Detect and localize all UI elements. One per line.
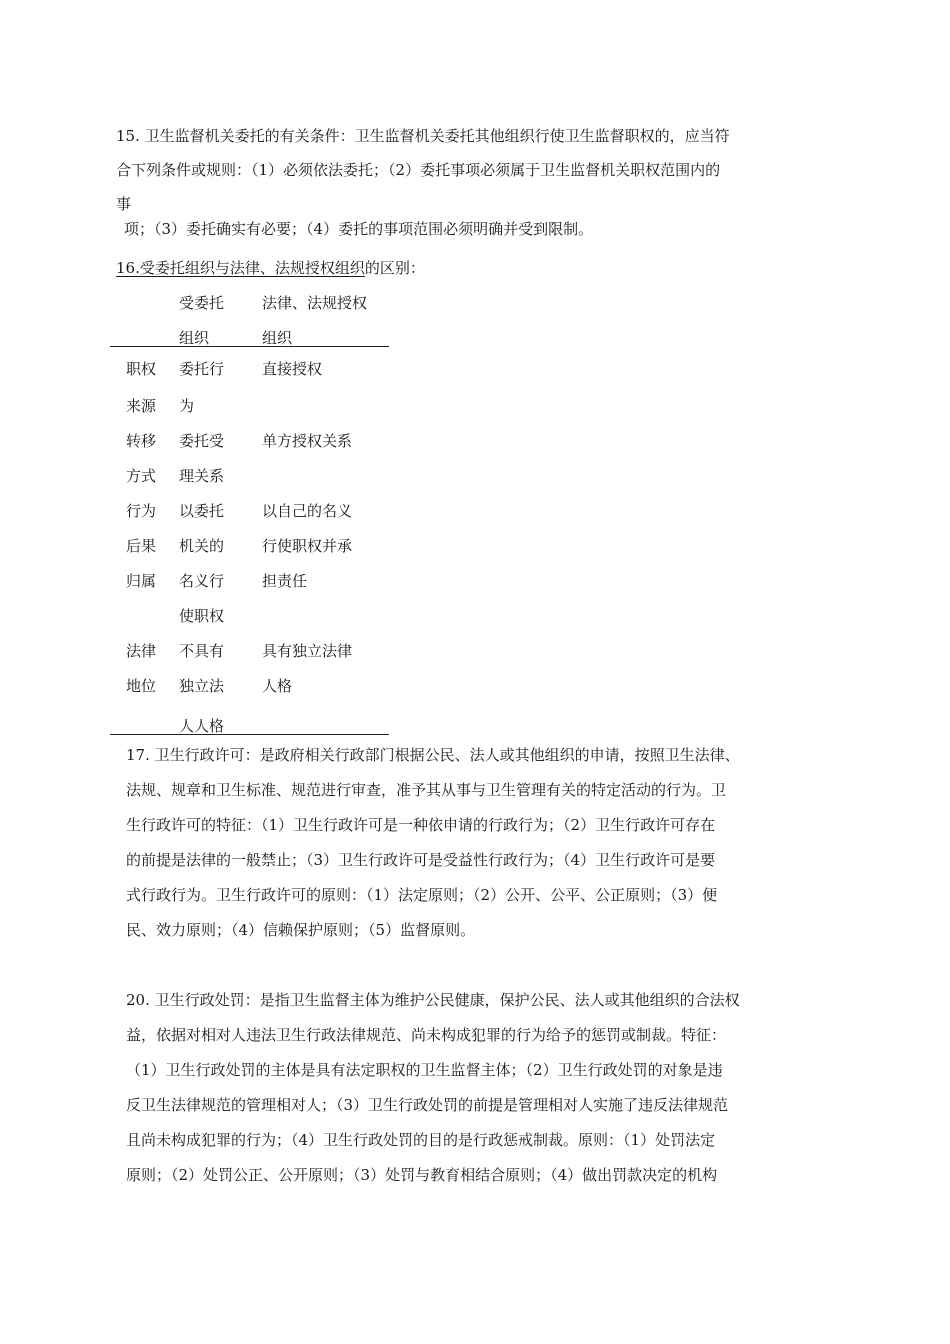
sec16-heading-tail: 的区别：: [364, 259, 425, 277]
table-row2-label-1: 转移: [126, 432, 157, 450]
sec15-line-3: 事: [116, 195, 132, 213]
table-row4-col3-2: 人格: [262, 677, 293, 695]
table-row4-label-2: 地位: [126, 677, 157, 695]
table-row2-col3-1: 单方授权关系: [262, 432, 353, 450]
table-col2-header-1: 受委托: [179, 294, 225, 312]
sec20-line-5: 且尚未构成犯罪的行为；（4）卫生行政处罚的目的是行政惩戒制裁。原则：（1）处罚法定: [126, 1131, 716, 1149]
sec20-line-3: （1）卫生行政处罚的主体是具有法定职权的卫生监督主体；（2）卫生行政处罚的对象是违: [126, 1061, 723, 1079]
table-col3-header-1: 法律、法规授权: [262, 294, 368, 312]
sec20-line-6: 原则；（2）处罚公正、公开原则；（3）处罚与教育相结合原则；（4）做出罚款决定的机构: [126, 1166, 718, 1184]
table-row3-col2-1: 以委托: [179, 502, 225, 520]
table-header-rule: [110, 346, 389, 347]
table-row2-label-2: 方式: [126, 467, 157, 485]
sec17-line-3: 生行政许可的特征：（1）卫生行政许可是一种依申请的行政行为；（2）卫生行政许可存在: [126, 816, 716, 834]
table-row4-col3-1: 具有独立法律: [262, 642, 353, 660]
sec17-line-6: 民、效力原则；（4）信赖保护原则；（5）监督原则。: [126, 921, 476, 939]
sec17-line-1: 17. 卫生行政许可：是政府相关行政部门根据公民、法人或其他组织的申请，按照卫生法律、: [126, 746, 740, 764]
sec20-line-4: 反卫生法律规范的管理相对人；（3）卫生行政处罚的前提是管理相对人实施了违反法律规范: [126, 1096, 729, 1114]
table-row4-label-1: 法律: [126, 642, 157, 660]
sec15-line-1: 15. 卫生监督机关委托的有关条件：卫生监督机关委托其他组织行使卫生监督职权的，应当符: [116, 127, 730, 145]
table-row3-label-1: 行为: [126, 502, 157, 520]
sec17-line-2: 法规、规章和卫生标准、规范进行审查，准予其从事与卫生管理有关的特定活动的行为。卫: [126, 781, 727, 799]
table-row3-label-3: 归属: [126, 572, 157, 590]
table-row3-label-2: 后果: [126, 537, 157, 555]
sec20-line-1: 20. 卫生行政处罚：是指卫生监督主体为维护公民健康，保护公民、法人或其他组织的合法权: [126, 991, 740, 1009]
table-row1-label-2: 来源: [126, 397, 157, 415]
table-row3-col3-1: 以自己的名义: [262, 502, 353, 520]
table-row1-col3-1: 直接授权: [262, 360, 323, 378]
sec16-heading-underlined: 16.受委托组织与法律、法规授权组织: [116, 259, 365, 277]
table-row2-col2-2: 理关系: [179, 467, 225, 485]
sec20-line-2: 益，依据对相对人违法卫生行政法律规范、尚未构成犯罪的行为给予的惩罚或制裁。特征：: [126, 1026, 727, 1044]
table-row3-col2-3: 名义行: [179, 572, 225, 590]
sec16-heading: [116, 258, 425, 278]
table-row1-col2-2: 为: [179, 397, 195, 415]
table-row4-col2-3: 人人格: [179, 717, 225, 735]
table-col2-header-2: 组织: [179, 329, 210, 347]
sec17-line-4: 的前提是法律的一般禁止；（3）卫生行政许可是受益性行政行为；（4）卫生行政许可是要: [126, 851, 716, 869]
table-col3-header-2: 组织: [262, 329, 293, 347]
table-row4-col2-1: 不具有: [179, 642, 225, 660]
sec15-line-4: 项；（3）委托确实有必要；（4）委托的事项范围必须明确并受到限制。: [124, 220, 594, 238]
table-row1-col2-1: 委托行: [179, 360, 225, 378]
table-row4-col2-2: 独立法: [179, 677, 225, 695]
table-row3-col3-2: 行使职权并承: [262, 537, 353, 555]
sec15-line-2: 合下列条件或规则：（1）必须依法委托；（2）委托事项必须属于卫生监督机关职权范围内的: [116, 161, 721, 179]
sec17-line-5: 式行政行为。卫生行政许可的原则：（1）法定原则；（2）公开、公平、公正原则；（3）便: [126, 886, 718, 904]
table-row3-col3-3: 担责任: [262, 572, 308, 590]
table-row1-label-1: 职权: [126, 360, 157, 378]
table-row3-col2-2: 机关的: [179, 537, 225, 555]
table-row3-col2-4: 使职权: [179, 607, 225, 625]
table-bottom-rule: [110, 734, 389, 735]
table-row2-col2-1: 委托受: [179, 432, 225, 450]
